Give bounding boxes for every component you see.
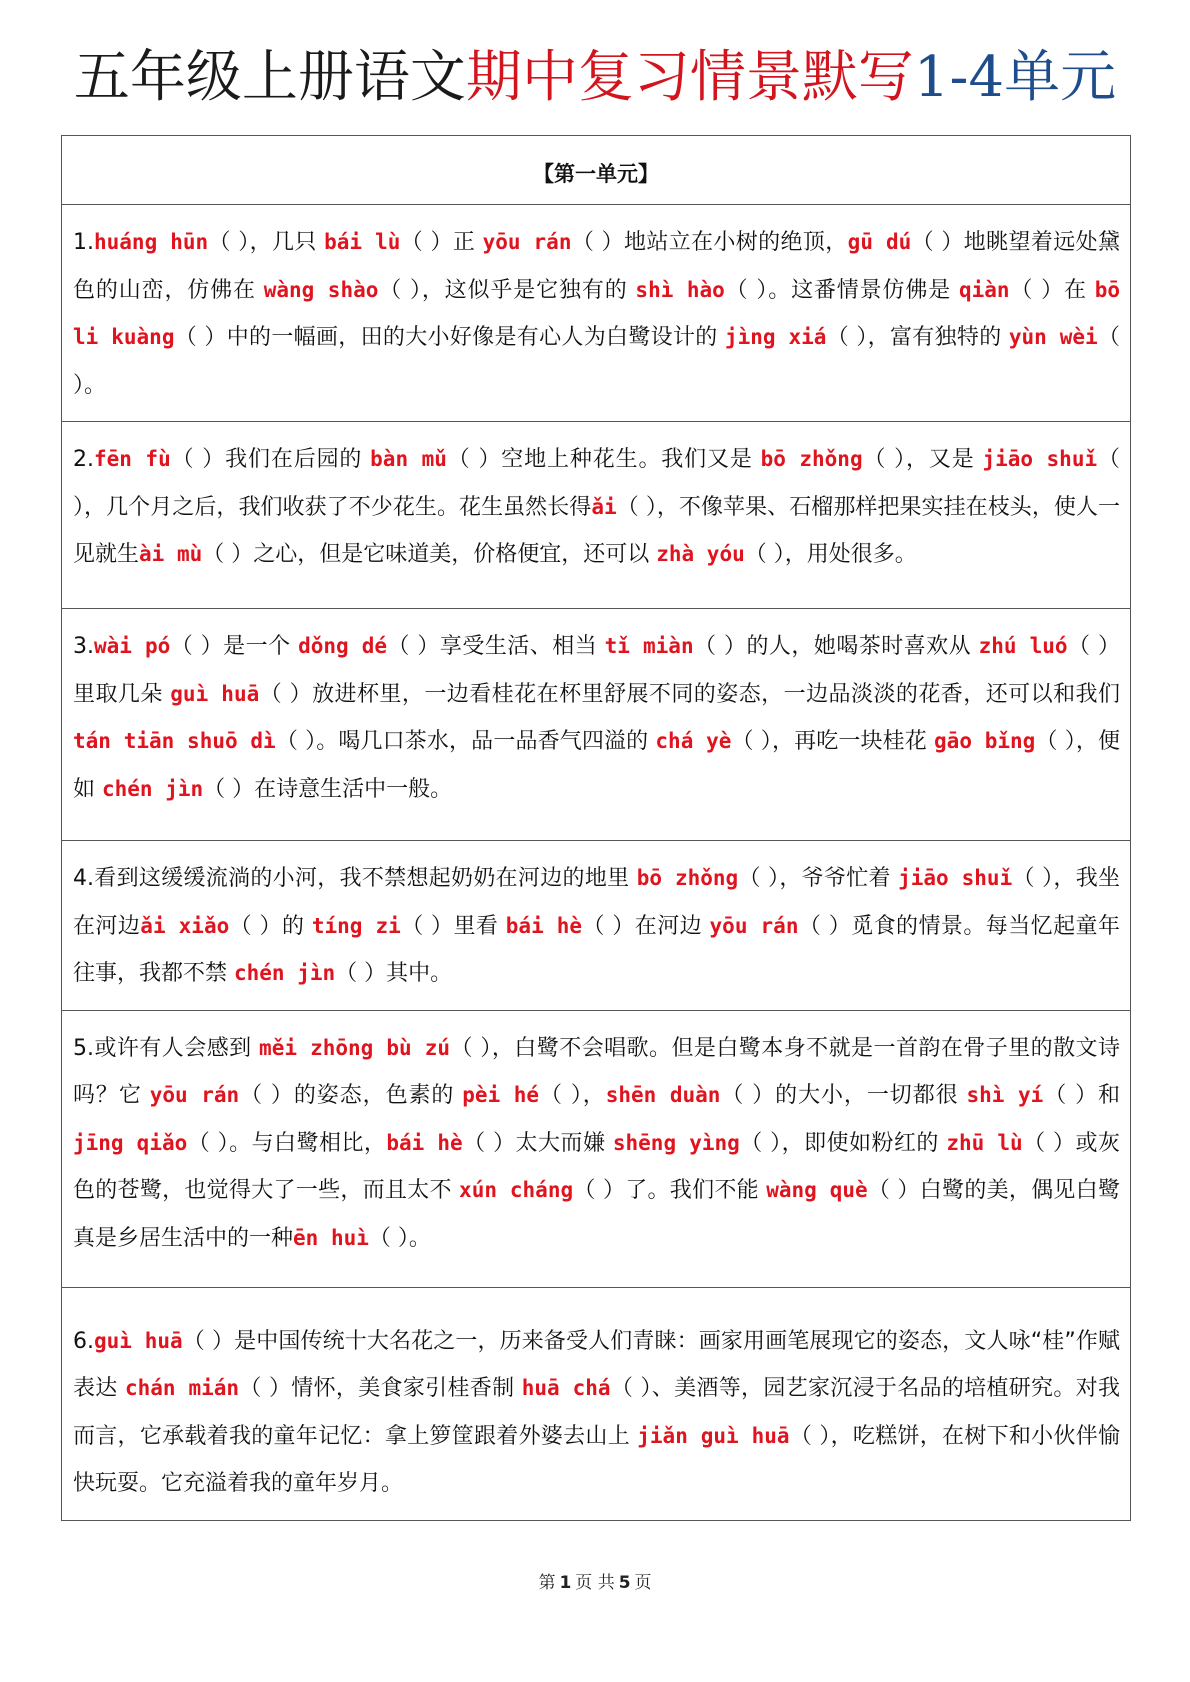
- sentence-text: （ ），这似乎是它独有的: [378, 277, 636, 303]
- sentence-text: （ ），便如: [73, 729, 1120, 802]
- pinyin-prompt: wàng què: [766, 1178, 868, 1202]
- sentence-text: （ ），吃糕饼，在树下和小伙伴愉快玩耍。它充溢着我的童年岁月。: [73, 1423, 1121, 1496]
- sentence-text: （ ）的姿态，色素的: [239, 1083, 463, 1108]
- pinyin-prompt: yōu rán: [709, 913, 799, 938]
- pinyin-prompt: bàn mǔ: [370, 447, 447, 471]
- sentence-text: 看到这缓缓流淌的小河，我不禁想起奶奶在河边的地里: [94, 866, 637, 891]
- sentence-text: （ ）里看: [400, 913, 506, 939]
- pinyin-prompt: bō zhǒng: [760, 447, 863, 471]
- pinyin-prompt: guì huā: [94, 1328, 183, 1353]
- exercise-row: [62, 422, 1131, 609]
- exercise-row: [62, 1287, 1131, 1520]
- sentence-text: （ ）之心，但是它味道美，价格便宜，还可以: [202, 542, 657, 567]
- pinyin-prompt: huā chá: [521, 1376, 611, 1400]
- pinyin-prompt: xún cháng: [459, 1178, 574, 1202]
- page-footer: [0, 1568, 1190, 1593]
- unit-header: 【第一单元】: [62, 136, 1131, 205]
- pinyin-prompt: shì hào: [635, 277, 725, 302]
- title-part-grade: 五年级上册语文: [73, 45, 466, 110]
- pinyin-prompt: shì yí: [966, 1083, 1044, 1107]
- pinyin-prompt: bō zhǒng: [636, 866, 739, 890]
- exercise-number: 5.: [73, 1035, 94, 1061]
- pinyin-prompt: gāo bǐng: [934, 729, 1036, 753]
- sentence-text: （ ）、美酒等，园艺家沉浸于名品的培植研究。对我而言，它承载着我的童年记忆：拿上箩筐跟着外婆去山上: [73, 1376, 1120, 1449]
- pinyin-prompt: dǒng dé: [298, 634, 388, 658]
- pinyin-prompt: chán mián: [124, 1376, 240, 1400]
- sentence-text: （ ）地眺望着远处黛色的山峦，仿佛在: [73, 230, 1120, 303]
- sentence-text: （ ），: [539, 1083, 606, 1108]
- pinyin-prompt: zhà yóu: [656, 542, 745, 566]
- exercise-row: [62, 1010, 1131, 1287]
- pinyin-prompt: jiāo shuǐ: [898, 866, 1013, 890]
- sentence-text: （ ）白鹭的美，偶见白鹭真是乡居生活中的一种: [73, 1178, 1120, 1251]
- sentence-text: （ ）地站立在小树的绝顶，: [571, 230, 848, 255]
- pinyin-prompt: wàng shào: [263, 277, 379, 302]
- sentence-text: （ ）我们在后园的: [170, 447, 371, 472]
- pinyin-prompt: yōu rán: [482, 230, 572, 254]
- sentence-text: （ ）享受生活、相当: [387, 634, 605, 659]
- exercise-paragraph-5: [73, 1025, 1120, 1263]
- exercise-row: [62, 205, 1131, 422]
- sentence-text: （ ）的: [229, 913, 312, 939]
- pinyin-prompt: jìng xiá: [724, 325, 827, 349]
- unit-header-row: [62, 136, 1131, 205]
- pinyin-prompt: guì huā: [170, 681, 260, 706]
- sentence-text: 或许有人会感到: [94, 1035, 260, 1061]
- sentence-text: （ ）在河边: [582, 913, 710, 939]
- sentence-text: （ ），即使如粉红的: [739, 1130, 947, 1156]
- sentence-text: （ ）放进杯里，一边看桂花在杯里舒展不同的姿态，一边品淡淡的花香，还可以和我们: [259, 681, 1120, 707]
- sentence-text: （ ）的人，她喝茶时喜欢从: [693, 634, 979, 659]
- sentence-text: （ ）或灰色的苍鹭，也觉得大了一些，而且太不: [73, 1130, 1120, 1203]
- sentence-text: （ ），再吃一块桂花: [731, 729, 935, 754]
- pinyin-prompt: tǐ miàn: [604, 634, 694, 658]
- pinyin-prompt: tíng zi: [311, 913, 401, 938]
- sentence-text: （ ），又是: [862, 447, 983, 472]
- sentence-text: （ ），我坐在河边: [73, 866, 1120, 939]
- exercise-cell: [62, 1010, 1131, 1287]
- footer-suffix: 页: [634, 1573, 652, 1593]
- pinyin-prompt: jiāo shuǐ: [982, 447, 1098, 471]
- pinyin-prompt: gū dú: [847, 230, 912, 254]
- sentence-text: （ ）的大小，一切都很: [720, 1083, 967, 1108]
- sentence-text: （ ），几个月之后，我们收获了不少花生。花生虽然长得: [73, 447, 1120, 520]
- pinyin-prompt: chén jìn: [234, 961, 336, 985]
- pinyin-prompt: bái hè: [386, 1130, 463, 1155]
- exercise-number: 2.: [73, 447, 94, 472]
- sentence-text: （ ），几只: [208, 230, 325, 255]
- sentence-text: （ ）和: [1043, 1083, 1121, 1108]
- sentence-text: （ ）觅食的情景。每当忆起童年往事，我都不禁: [73, 913, 1120, 986]
- exercise-number: 4.: [73, 866, 94, 891]
- sentence-text: （ ），爷爷忙着: [738, 866, 899, 891]
- sentence-text: （ ）里取几朵: [73, 634, 1120, 707]
- sentence-text: （ ）情怀，美食家引桂香制: [239, 1376, 522, 1401]
- pinyin-prompt: wài pó: [94, 634, 171, 658]
- sentence-text: （ ），不像苹果、石榴那样把果实挂在枝头，使人一见就生: [73, 494, 1120, 567]
- sentence-text: （ ）中的一幅画，田的大小好像是有心人为白鹭设计的: [174, 325, 725, 350]
- footer-middle: 页 共: [575, 1573, 615, 1593]
- pinyin-prompt: chá yè: [655, 729, 732, 753]
- pinyin-prompt: shēng yìng: [612, 1130, 740, 1155]
- sentence-text: （ ）太大而嫌: [462, 1130, 613, 1156]
- page-title: [0, 38, 1190, 118]
- title-part-topic: 期中复习情景默写: [465, 45, 914, 110]
- sentence-text: （ ）是中国传统十大名花之一，历来备受人们青睐：画家用画笔展现它的姿态，文人咏“桂”作赋表达: [73, 1328, 1120, 1401]
- pinyin-prompt: pèi hé: [462, 1083, 540, 1107]
- sentence-text: （ ）了。我们不能: [573, 1178, 767, 1203]
- sentence-text: （ ）。: [368, 1225, 431, 1251]
- pinyin-prompt: bō li kuàng: [73, 277, 1120, 349]
- exercise-number: 1.: [73, 230, 94, 255]
- pinyin-prompt: ǎi xiǎo: [140, 913, 230, 938]
- footer-total-pages: 5: [618, 1573, 631, 1593]
- pinyin-prompt: bái lù: [324, 230, 401, 254]
- sentence-text: （ ）其中。: [335, 961, 453, 986]
- pinyin-prompt: chén jìn: [102, 776, 204, 801]
- sentence-text: （ ）在诗意生活中一般。: [203, 776, 453, 802]
- footer-page-number: 1: [559, 1573, 572, 1593]
- pinyin-prompt: ǎi: [591, 494, 617, 519]
- sentence-text: （ ）。与白鹭相比，: [187, 1130, 387, 1156]
- exercise-row: [62, 841, 1131, 1011]
- pinyin-prompt: qiàn: [958, 277, 1010, 302]
- pinyin-prompt: jīng qiǎo: [73, 1130, 188, 1155]
- pinyin-prompt: měi zhōng bù zú: [259, 1035, 451, 1060]
- exercise-number: 3.: [73, 634, 94, 659]
- footer-prefix: 第: [538, 1573, 556, 1593]
- exercise-paragraph-1: [73, 219, 1120, 409]
- exercise-paragraph-3: [73, 623, 1120, 813]
- pinyin-prompt: ēn huì: [293, 1225, 369, 1250]
- exercise-paragraph-4: [73, 855, 1120, 998]
- exercise-row: [62, 609, 1131, 841]
- pinyin-prompt: zhū lù: [946, 1130, 1023, 1155]
- pinyin-prompt: jiǎn guì huā: [637, 1423, 790, 1448]
- sentence-text: （ ），白鹭不会唱歌。但是白鹭本身不就是一首韵在骨子里的散文诗吗？它: [73, 1035, 1120, 1108]
- title-part-units: 1-4单元: [913, 45, 1117, 110]
- exercise-number: 6.: [73, 1328, 94, 1354]
- sentence-text: （ ）。: [73, 325, 1120, 398]
- sentence-text: （ ）正: [400, 230, 483, 255]
- exercise-paragraph-2: [73, 436, 1120, 579]
- exercise-paragraph-6: [73, 1318, 1120, 1508]
- pinyin-prompt: ài mù: [139, 542, 203, 566]
- exercise-table: [61, 135, 1131, 1521]
- sentence-text: （ ）。这番情景仿佛是: [724, 277, 959, 303]
- sentence-text: （ ）是一个: [170, 634, 299, 659]
- pinyin-prompt: tán tiān shuō dì: [73, 729, 276, 753]
- exercise-cell: [62, 422, 1131, 609]
- pinyin-prompt: zhú luó: [978, 634, 1068, 658]
- pinyin-prompt: yùn wèi: [1008, 325, 1098, 349]
- exercise-cell: [62, 609, 1131, 841]
- pinyin-prompt: huáng hūn: [94, 230, 209, 254]
- sentence-text: （ ）在: [1009, 277, 1095, 303]
- exercise-cell: [62, 205, 1131, 422]
- pinyin-prompt: fēn fù: [94, 447, 171, 471]
- exercise-cell: [62, 1287, 1131, 1520]
- pinyin-prompt: yōu rán: [149, 1083, 240, 1107]
- exercise-cell: [62, 841, 1131, 1011]
- sentence-text: （ ），用处很多。: [744, 542, 917, 567]
- pinyin-prompt: bái hè: [505, 913, 583, 938]
- sentence-text: （ ），富有独特的: [826, 325, 1009, 350]
- sentence-text: （ ）空地上种花生。我们又是: [446, 447, 761, 472]
- sentence-text: （ ）。喝几口茶水，品一品香气四溢的: [275, 729, 656, 754]
- pinyin-prompt: shēn duàn: [605, 1083, 721, 1107]
